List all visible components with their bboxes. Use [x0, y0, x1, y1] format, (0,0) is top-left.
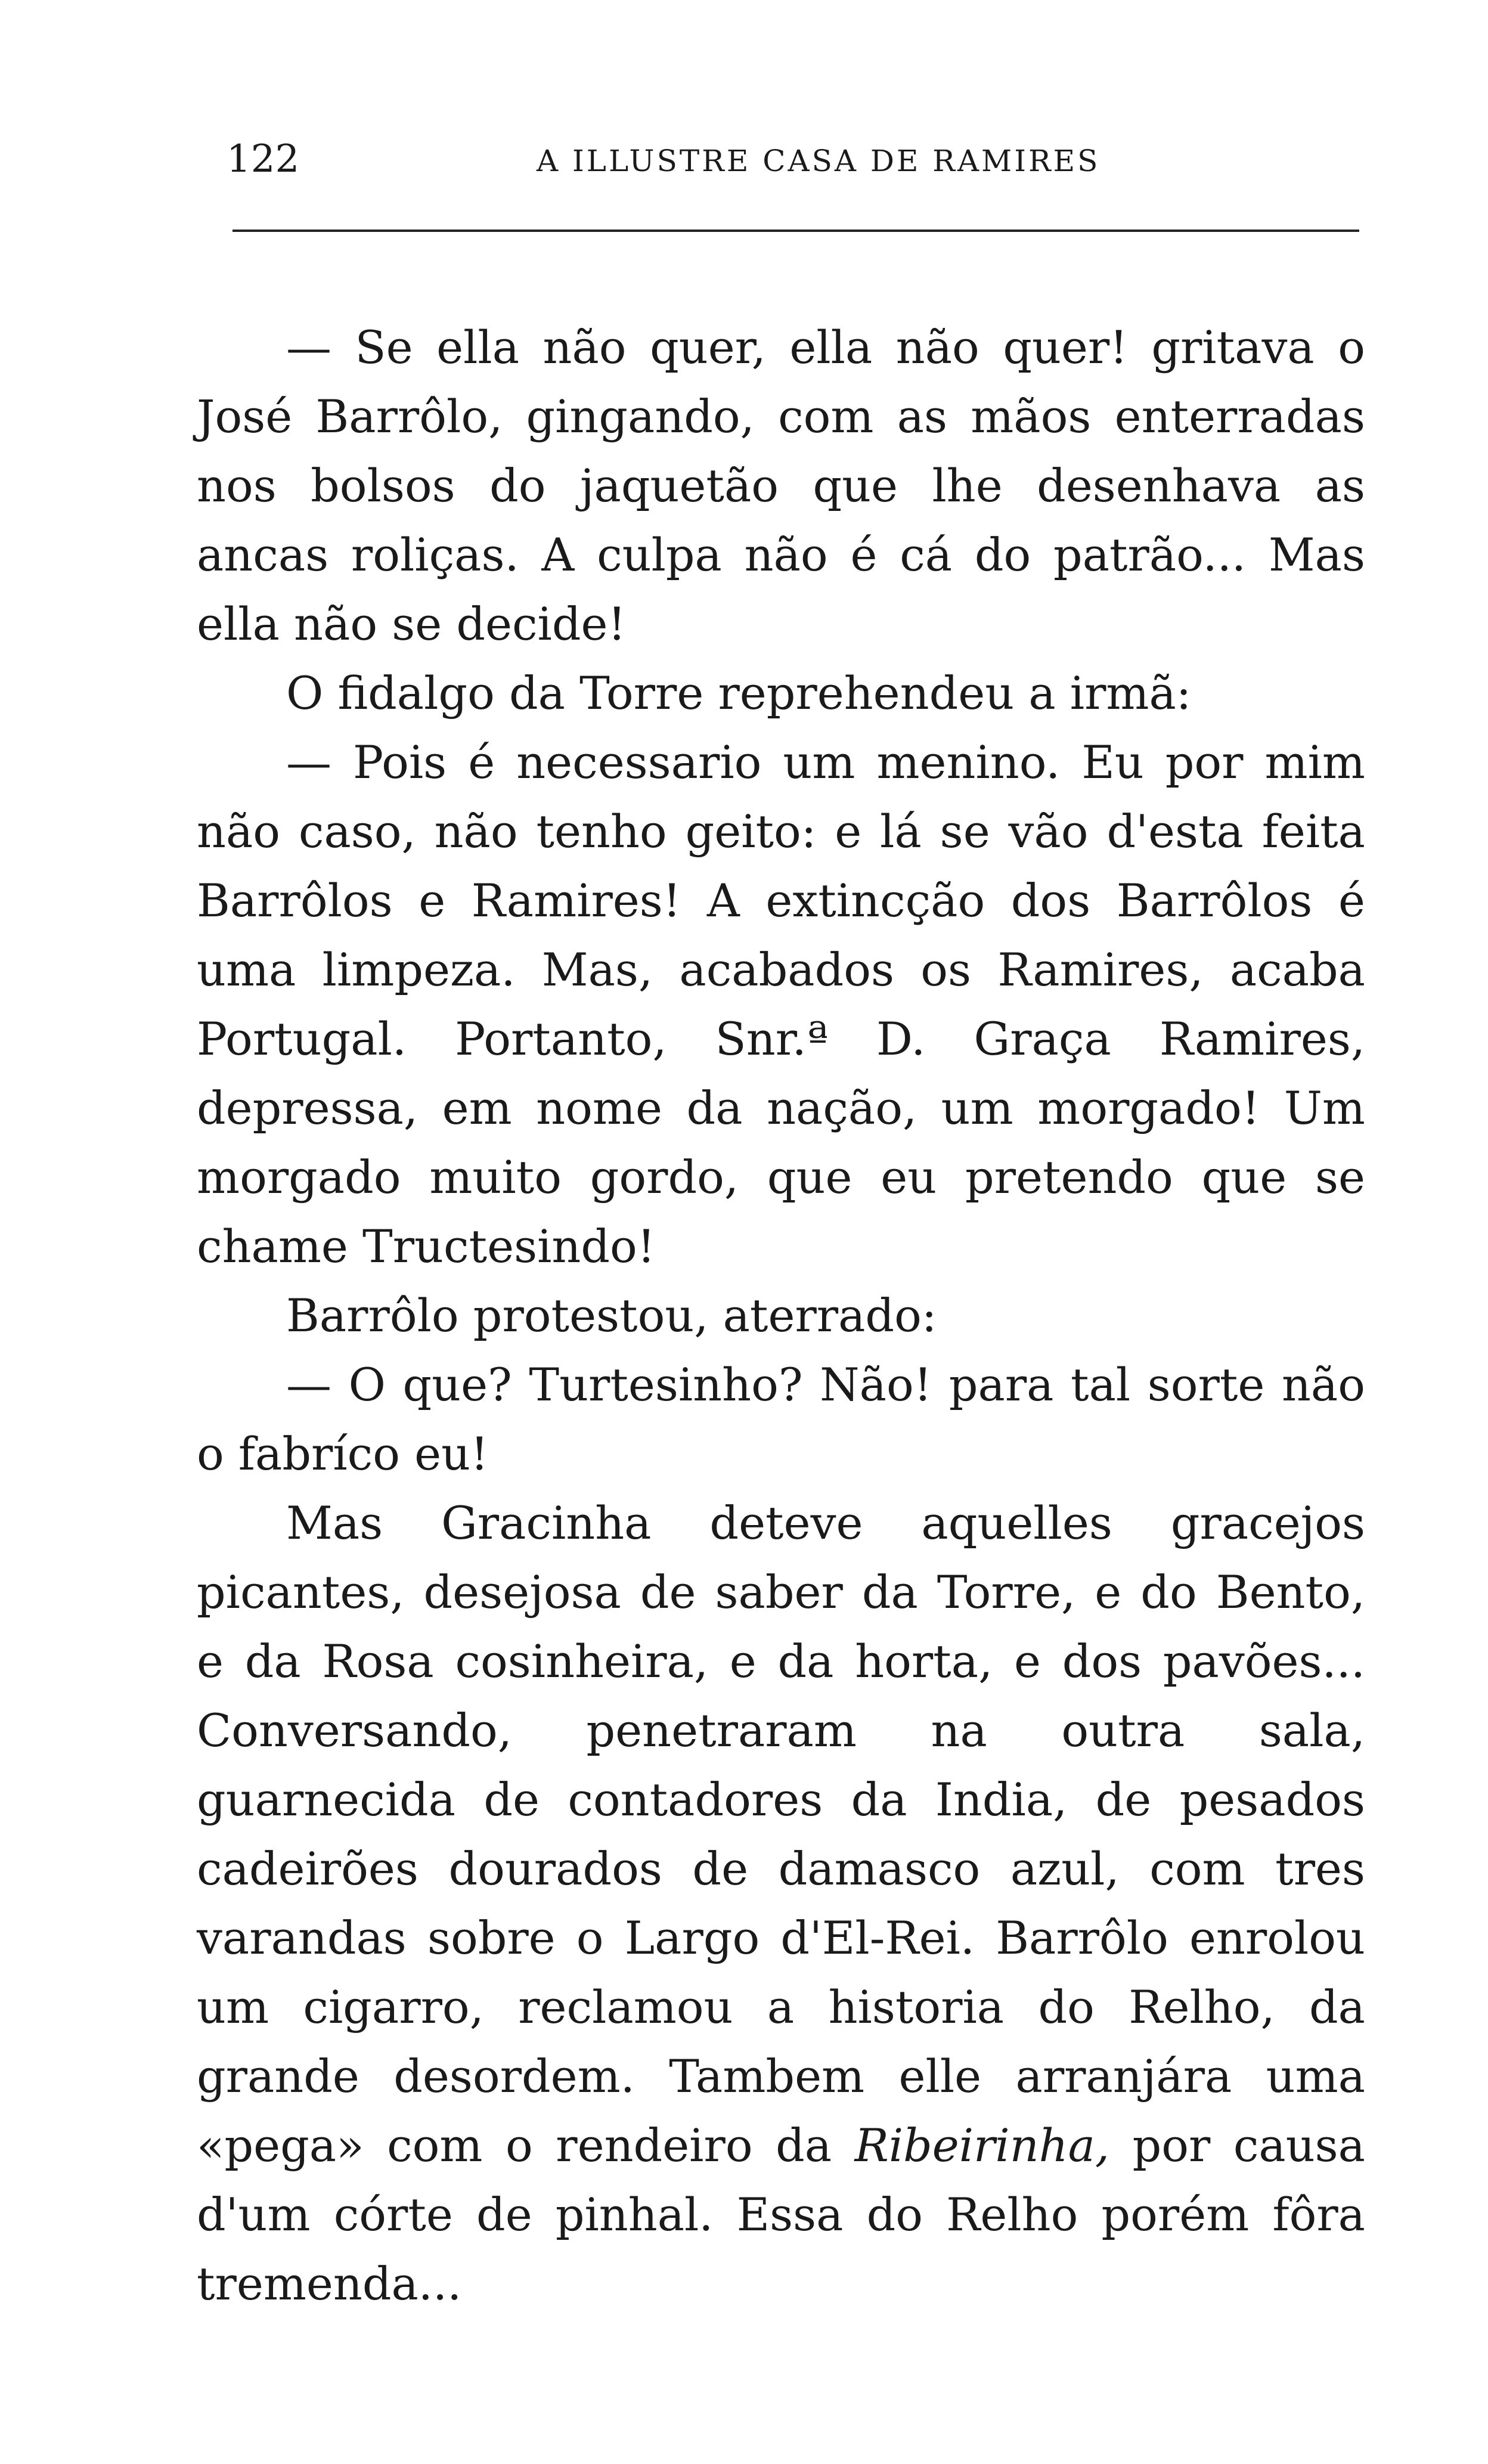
- page-number: 122: [227, 137, 300, 181]
- paragraph: — Se ella não quer, ella não quer! gritava o José Barrôlo, gingando, com as mãos enterradas nos bolsos do jaquetão que lhe desenhava as ancas roliças. A culpa não é cá do patrão... Mas ella não se decide!: [197, 321, 1365, 650]
- paragraph: — Pois é necessario um menino. Eu por mim não caso, não tenho geito: e lá se vão d'esta feita Barrôlos e Ramires! A extincção dos Barrôlos é uma limpeza. Mas, acabados os Ramires, acaba Portugal. Portanto, Snr.ª D. Graça Ramires, depressa, em nome da nação, um morgado! Um morgado muito gordo, que eu pretendo que se chame Tructesindo!: [197, 736, 1365, 1273]
- header-rule: [232, 230, 1359, 232]
- body-text: [197, 313, 1365, 2319]
- italic-place-name: Ribeirinha,: [854, 2119, 1110, 2172]
- paragraph: [197, 1489, 1365, 2319]
- paragraph-text: Mas Gracinha deteve aquelles gracejos picantes, desejosa de saber da Torre, e do Bento, e da Rosa cosinheira, e da horta, e dos pavões... Conversando, penetraram na outra sala, guarnecida de contadores da India, de pesados cadeirões dourados de damasco azul, com tres varandas sobre o Largo d'El-Rei. Barrôlo enrolou um cigarro, reclamou a historia do Relho, da grande desordem. Tambem elle arranjára uma «pega» com o rendeiro da: [197, 1496, 1365, 2172]
- paragraph-text-continued: por causa d'um córte de pinhal. Essa do Relho porém fôra tremenda...: [197, 2119, 1365, 2310]
- paragraph: Barrôlo protestou, aterrado:: [286, 1289, 937, 1342]
- paragraph: O fidalgo da Torre reprehendeu a irmã:: [286, 667, 1192, 720]
- paragraph: — O que? Turtesinho? Não! para tal sorte não o fabríco eu!: [197, 1358, 1365, 1480]
- running-header: [227, 132, 1359, 186]
- running-title: A ILLUSTRE CASA DE RAMIRES: [537, 144, 1100, 178]
